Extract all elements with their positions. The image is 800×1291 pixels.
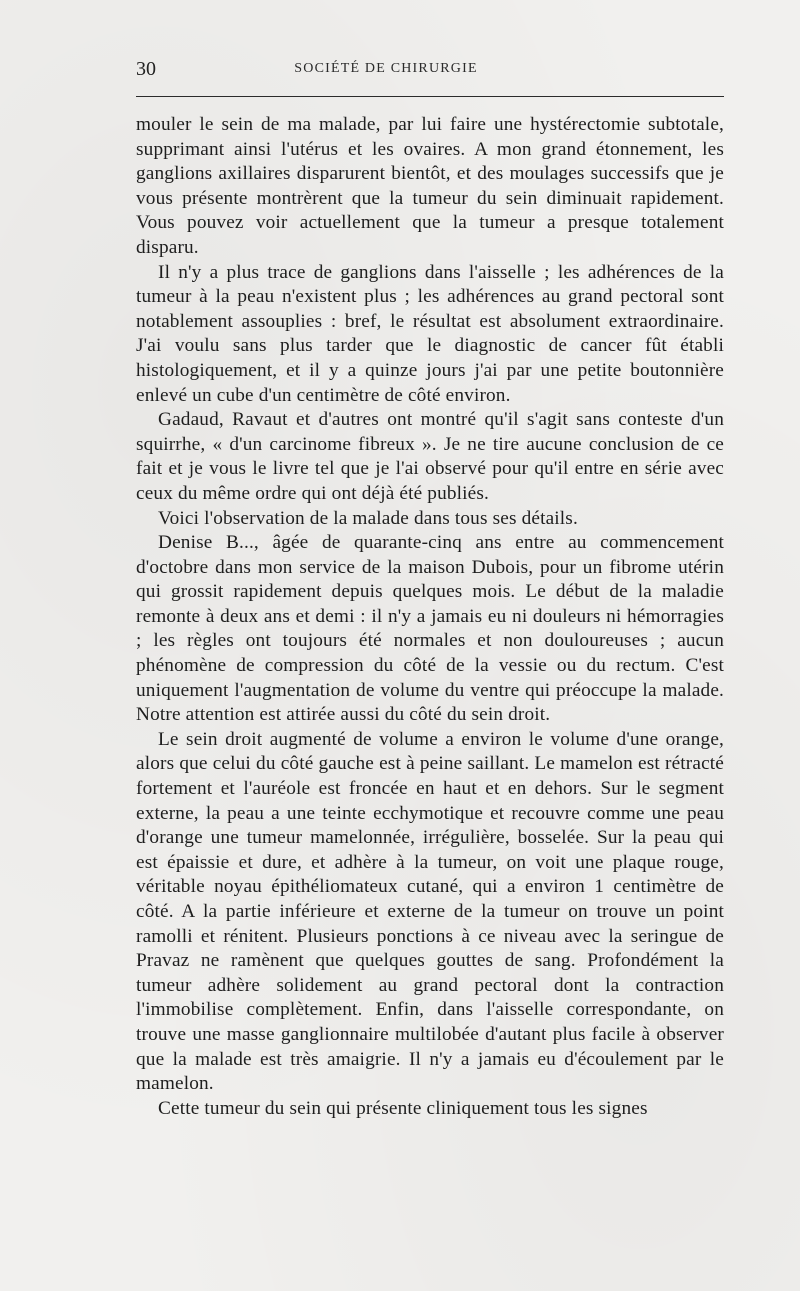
paragraph: Le sein droit augmenté de volume a environ le volume d'une orange, alors que celui du côté gauche est à peine saillant. Le mamelon est rétracté fortement et l'auréole est froncée en haut et en dehors. Sur le segment externe, la peau a une teinte ecchymotique et recouvre comme une peau d'orange une tumeur mamelonnée, irrégulière, bosselée. Sur la peau qui est épaissie et dure, et adhère à la tumeur, on voit une plaque rouge, véritable noyau épithéliomateux cutané, qui a environ 1 centimètre de côté. A la partie inférieure et externe de la tumeur on trouve un point ramolli et rénitent. Plusieurs ponctions à ce niveau avec la seringue de Pravaz ne ramènent que quelques gouttes de sang. Profondément la tumeur adhère solidement au grand pectoral dont la contraction l'immobilise complètement. Enfin, dans l'aisselle correspondante, on trouve une masse ganglionnaire multilobée d'autant plus facile à observer que la malade est très amaigrie. Il n'y a jamais eu d'écoulement par le mamelon. [136, 728, 724, 1095]
paragraph: Denise B..., âgée de quarante-cinq ans entre au commencement d'octobre dans mon service de la maison Dubois, pour un fibrome utérin qui grossit rapidement depuis quelques mois. Le début de la maladie remonte à deux ans et demi : il n'y a jamais eu ni douleurs ni hémorragies ; les règles ont toujours été normales et non douloureuses ; aucun phénomène de compression du côté de la vessie ou du rectum. C'est uniquement l'augmentation de volume du ventre qui préoccupe la malade. Notre attention est attirée aussi du côté du sein droit. [136, 532, 724, 726]
page-number: 30 [136, 58, 156, 80]
body-text [136, 113, 724, 1121]
header-rule [136, 96, 724, 97]
page-header [136, 56, 724, 86]
paragraph: Cette tumeur du sein qui présente cliniquement tous les signes [158, 1097, 648, 1119]
paragraph: Gadaud, Ravaut et d'autres ont montré qu'il s'agit sans conteste d'un squirrhe, « d'un carcinome fibreux ». Je ne tire aucune conclusion de ce fait et je vous le livre tel que je l'ai observé pour qu'il entre en série avec ceux du même ordre qui ont déjà été publiés. [136, 409, 724, 504]
paragraph: Il n'y a plus trace de ganglions dans l'aisselle ; les adhérences de la tumeur à la peau n'existent plus ; les adhérences au grand pectoral sont notablement assouplies : bref, le résultat est absolument extraordinaire. J'ai voulu sans plus tarder que le diagnostic de cancer fût établi histologiquement, et il y a quinze jours j'ai par une petite boutonnière enlevé un cube d'un centimètre de côté environ. [136, 261, 724, 406]
paragraph-continuation: mouler le sein de ma malade, par lui faire une hystérectomie subtotale, supprimant ainsi l'utérus et les ovaires. A mon grand étonnement, les ganglions axillaires disparurent bientôt, et des moulages successifs que je vous présente montrèrent que la tumeur du sein diminuait rapidement. Vous pouvez voir actuellement que la tumeur a presque totalement disparu. [136, 114, 724, 258]
running-head: SOCIÉTÉ DE CHIRURGIE [294, 61, 478, 76]
paragraph: Voici l'observation de la malade dans tous ses détails. [158, 507, 578, 529]
